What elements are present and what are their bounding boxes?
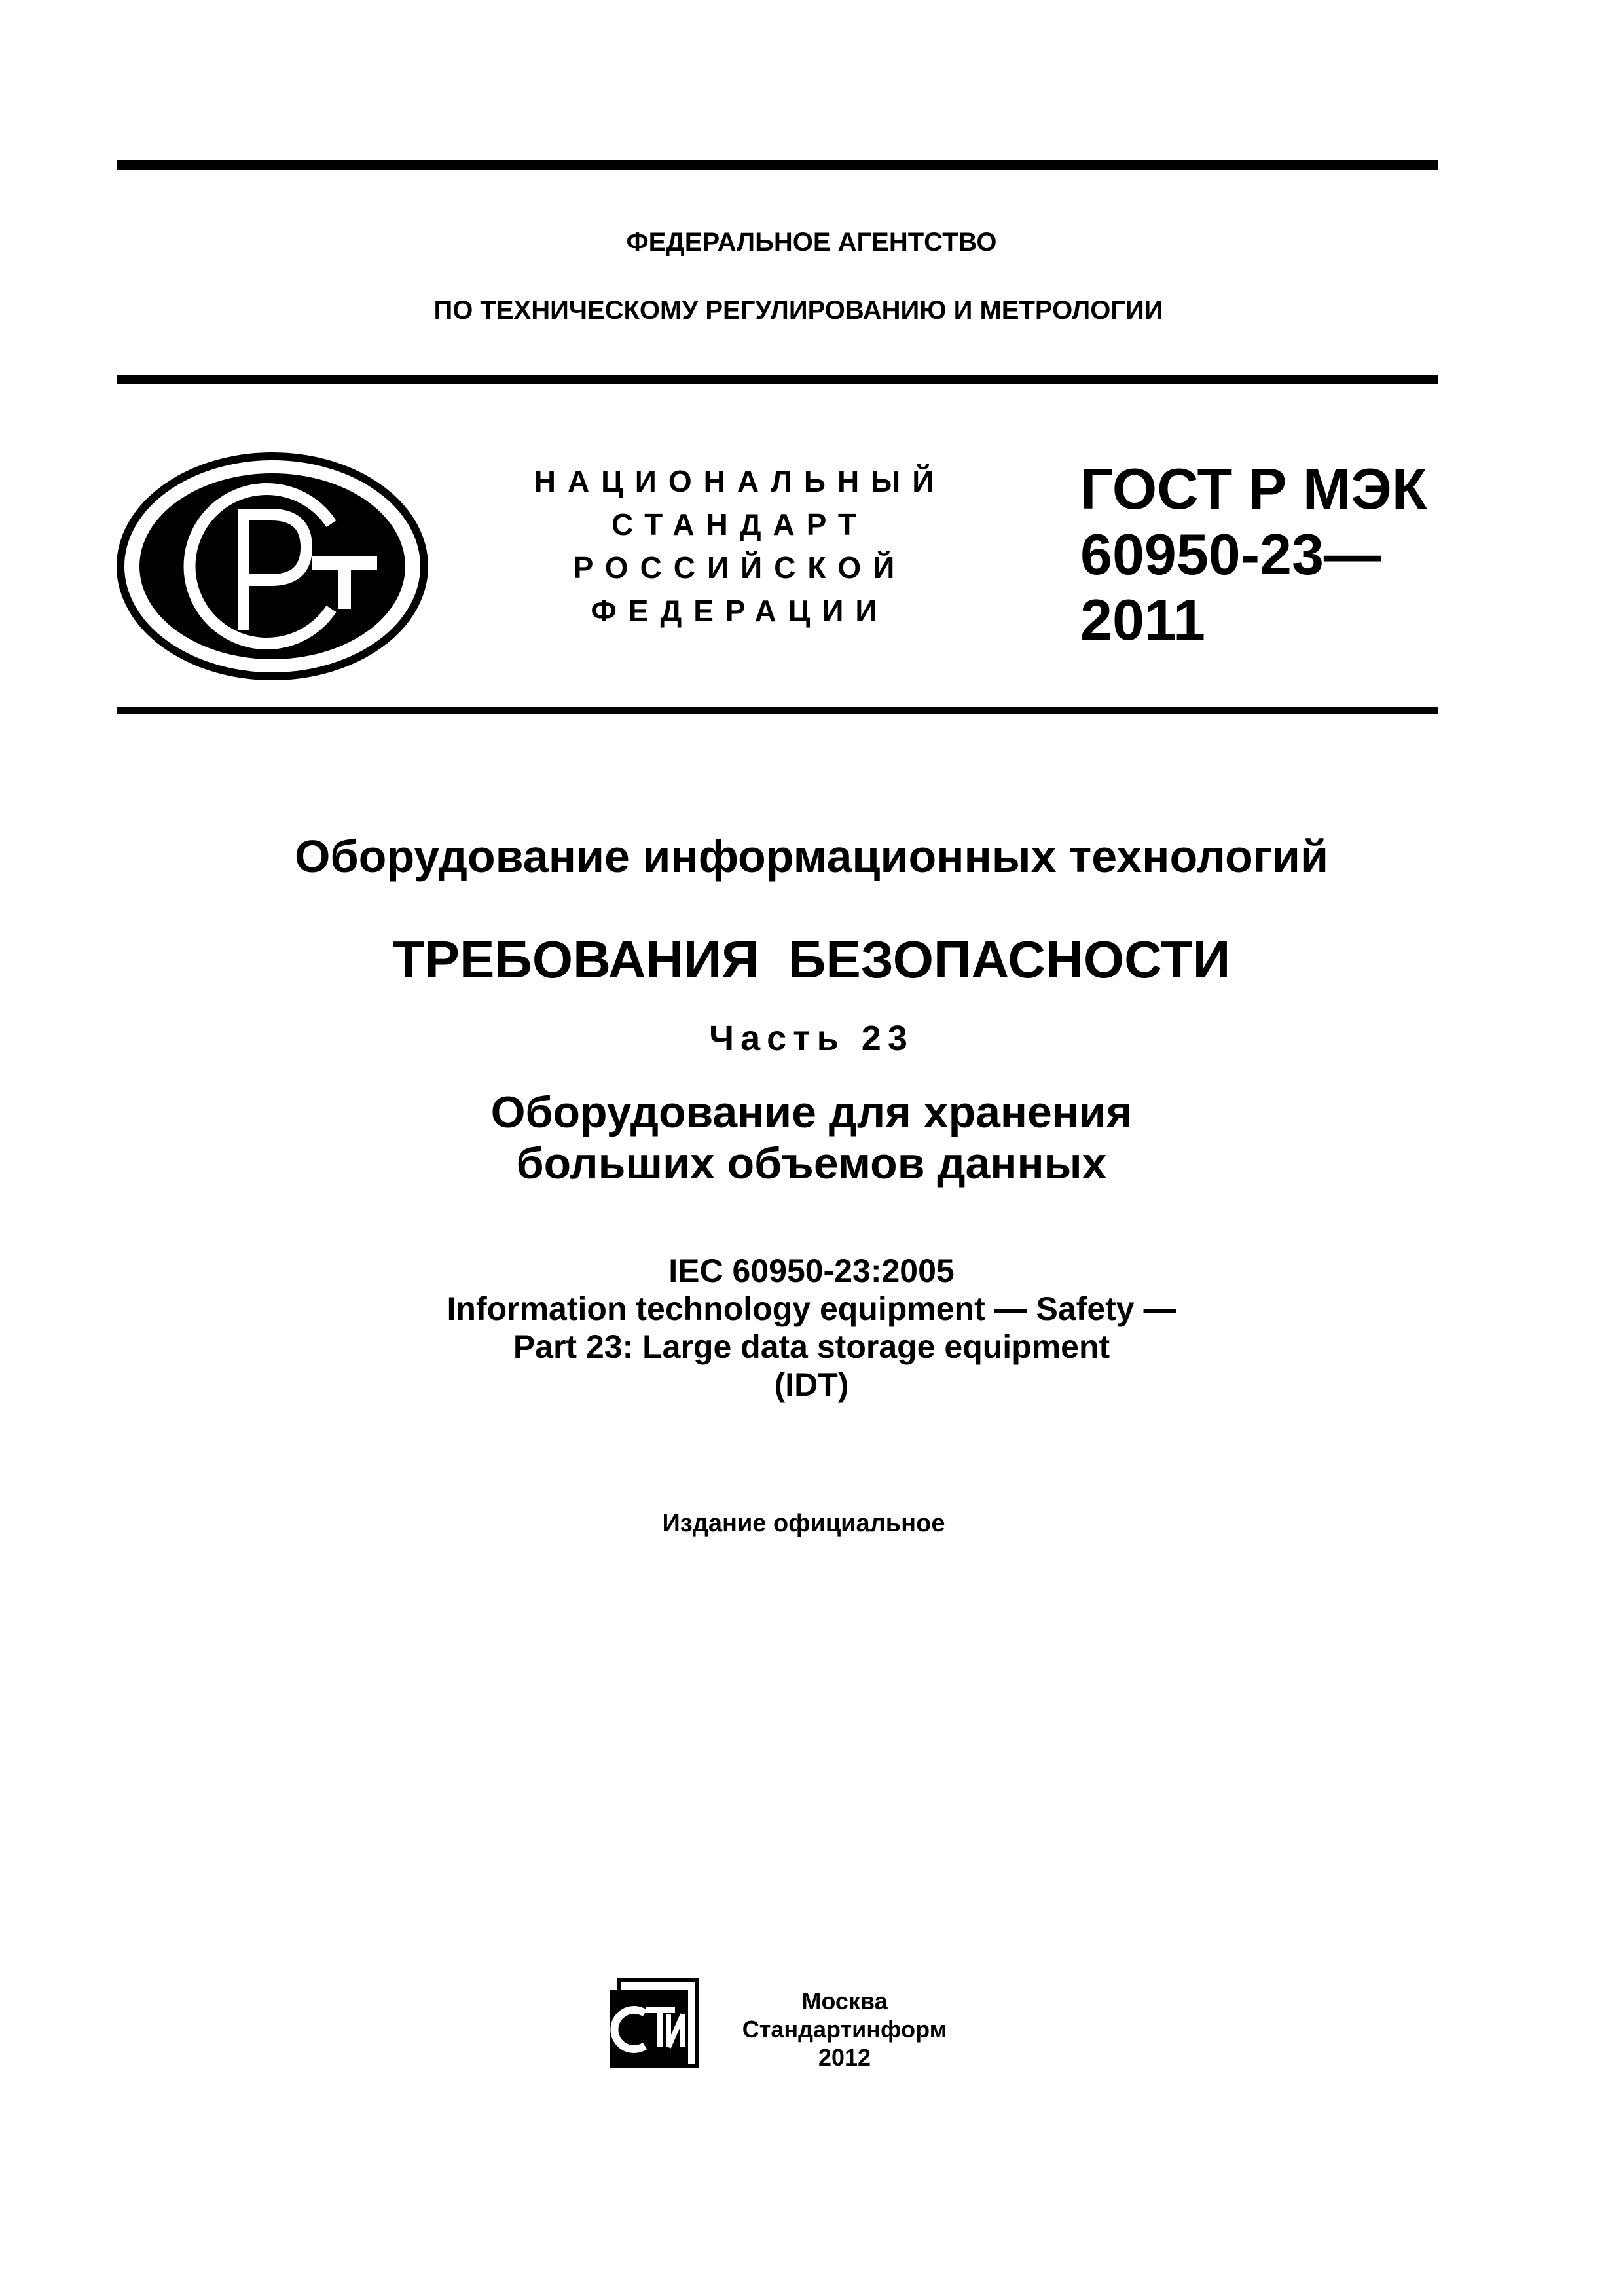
national-standard-line-1: НАЦИОНАЛЬНЫЙ [534, 464, 946, 498]
iec-title-line-1: Information technology equipment — Safety — [447, 1290, 1176, 1327]
edition-label: Издание официальное [662, 1510, 945, 1537]
national-standard-line-3: РОССИЙСКОЙ [573, 551, 907, 585]
national-standard-line-4: ФЕДЕРАЦИИ [591, 594, 889, 628]
iec-designation: IEC 60950-23:2005 [668, 1252, 955, 1289]
standartinform-logo-icon [606, 1974, 704, 2072]
top-rule [117, 160, 1438, 170]
publisher-city: Москва [801, 1988, 888, 2014]
document-title: Оборудование информационных технологий [295, 831, 1328, 882]
publisher-name: Стандартинформ [742, 2016, 947, 2043]
part-number: Часть 23 [709, 1019, 914, 1058]
designation-line-3: 2011 [1080, 587, 1205, 652]
safety-heading: ТРЕБОВАНИЯ БЕЗОПАСНОСТИ [392, 930, 1231, 989]
subtitle-line-2: больших объемов данных [516, 1139, 1107, 1188]
rst-emblem-icon [115, 452, 429, 681]
agency-line-2: ПО ТЕХНИЧЕСКОМУ РЕГУЛИРОВАНИЮ И МЕТРОЛОГИИ [433, 296, 1163, 325]
publisher-year: 2012 [818, 2044, 871, 2071]
iec-identical-mark: (IDT) [774, 1366, 849, 1403]
agency-rule [117, 375, 1438, 384]
designation-line-2: 60950-23— [1080, 522, 1381, 587]
designation-line-1: ГОСТ Р МЭК [1080, 456, 1427, 521]
national-standard-line-2: СТАНДАРТ [611, 507, 868, 541]
subtitle-line-1: Оборудование для хранения [490, 1087, 1133, 1137]
iec-title-line-2: Part 23: Large data storage equipment [513, 1328, 1110, 1365]
header-bottom-rule [117, 707, 1438, 714]
agency-line-1: ФЕДЕРАЛЬНОЕ АГЕНТСТВО [626, 228, 997, 257]
